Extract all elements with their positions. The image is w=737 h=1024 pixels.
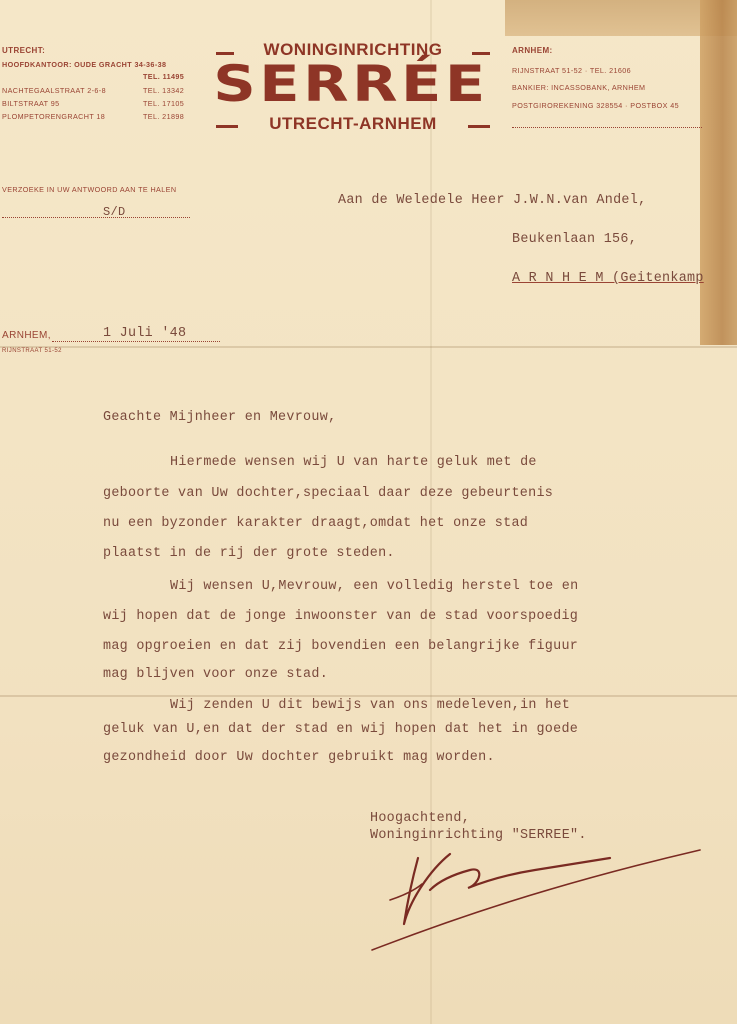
body-line: nu een byzonder karakter draagt,omdat het onze stad bbox=[103, 516, 529, 531]
body-line: gezondheid door Uw dochter gebruikt mag worden. bbox=[103, 750, 495, 765]
dotted-rule bbox=[2, 216, 190, 218]
body-line: geboorte van Uw dochter,speciaal daar deze gebeurtenis bbox=[103, 486, 554, 501]
closing-line-2: Woninginrichting "SERREE". bbox=[370, 828, 587, 843]
tel1: TEL. 11495 bbox=[143, 72, 185, 81]
arnhem-address: RIJNSTRAAT 51-52 · TEL. 21606 bbox=[512, 66, 632, 75]
reference-label: VERZOEKE IN UW ANTWOORD AAN TE HALEN bbox=[2, 185, 177, 194]
salutation: Geachte Mijnheer en Mevrouw, bbox=[103, 410, 337, 425]
address-line-3: A R N H E M (Geitenkamp bbox=[512, 271, 704, 286]
logo-bottom-text: UTRECHT-ARNHEM bbox=[269, 114, 437, 133]
closing-line-1: Hoogachtend, bbox=[370, 811, 471, 826]
body-line: Wij wensen U,Mevrouw, een volledig herstel toe en bbox=[170, 579, 579, 594]
arnhem-title: ARNHEM: bbox=[512, 46, 553, 55]
utrecht-title: UTRECHT: bbox=[2, 46, 46, 55]
logo-main-text: SERRÉE bbox=[213, 55, 489, 113]
place-label: ARNHEM, bbox=[2, 330, 51, 341]
fold-line bbox=[0, 695, 737, 697]
tel3: TEL. 17105 bbox=[143, 99, 185, 108]
body-line: plaatst in de rij der grote steden. bbox=[103, 546, 395, 561]
address-line-2: Beukenlaan 156, bbox=[512, 232, 638, 247]
body-line: mag blijven voor onze stad. bbox=[103, 667, 329, 682]
tape-stain bbox=[700, 0, 737, 345]
hoofdkantoor: HOOFDKANTOOR: OUDE GRACHT 34-36-38 bbox=[2, 60, 167, 69]
giro-info: POSTGIROREKENING 328554 · POSTBOX 45 bbox=[512, 101, 679, 110]
body-line: mag opgroeien en dat zij bovendien een belangrijke figuur bbox=[103, 639, 579, 654]
logo-top-text: WONINGINRICHTING bbox=[263, 40, 443, 59]
bank-info: BANKIER: INCASSOBANK, ARNHEM bbox=[512, 83, 646, 92]
tel4: TEL. 21898 bbox=[143, 112, 185, 121]
body-line: Hiermede wensen wij U van harte geluk met de bbox=[170, 455, 537, 470]
tel2: TEL. 13342 bbox=[143, 86, 185, 95]
fold-line bbox=[0, 346, 737, 348]
date: 1 Juli '48 bbox=[103, 326, 187, 341]
reference-value: S/D bbox=[103, 205, 126, 219]
addr2: NACHTEGAALSTRAAT 2-6-8 bbox=[2, 86, 106, 95]
addr3: BILTSTRAAT 95 bbox=[2, 99, 60, 108]
body-line: wij hopen dat de jonge inwoonster van de stad voorspoedig bbox=[103, 609, 579, 624]
address-line-1: Aan de Weledele Heer J.W.N.van Andel, bbox=[338, 193, 647, 208]
body-line: Wij zenden U dit bewijs van ons medeleven,in het bbox=[170, 698, 571, 713]
place-sub: RIJNSTRAAT 51-52 bbox=[2, 348, 62, 354]
handwritten-signature bbox=[360, 840, 710, 960]
body-line: geluk van U,en dat der stad en wij hopen dat het in goede bbox=[103, 722, 579, 737]
dotted-rule bbox=[512, 126, 702, 128]
addr4: PLOMPETORENGRACHT 18 bbox=[2, 112, 106, 121]
